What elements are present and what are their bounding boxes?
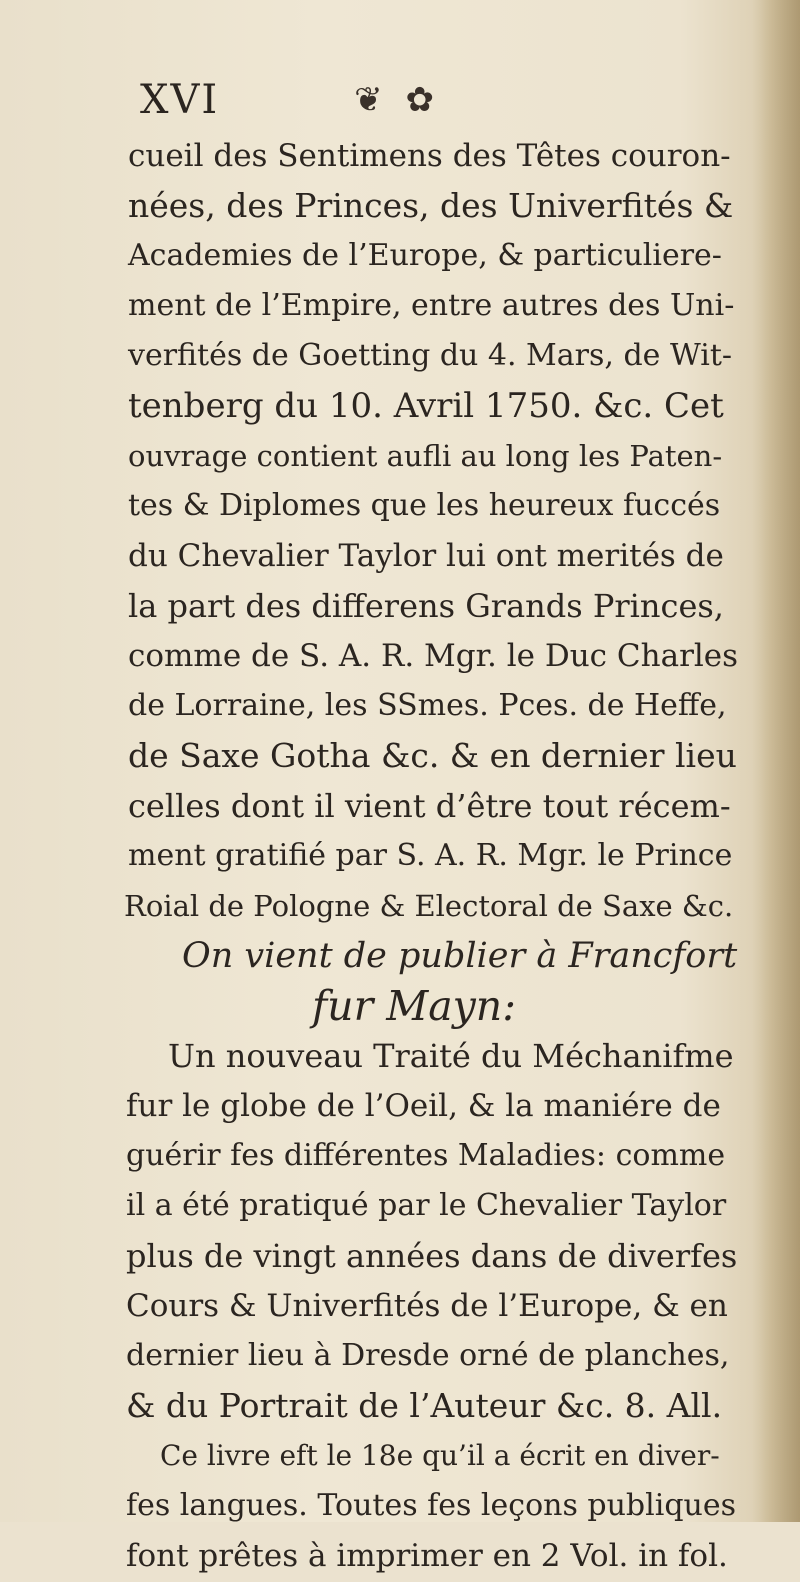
text-line: il a été pratiqué par le Chevalier Taylor: [126, 1188, 727, 1223]
text-line: Cours & Univerfités de l’Europe, & en: [126, 1288, 728, 1324]
text-line: de Lorraine, les SSmes. Pces. de Heffe,: [128, 688, 727, 723]
text-line: fur le globe de l’Oeil, & la maniére de: [126, 1088, 721, 1124]
text-line: tenberg du 10. Avril 1750. &c. Cet: [128, 386, 724, 426]
text-line: comme de S. A. R. Mgr. le Duc Charles: [128, 638, 739, 674]
text-line: verfités de Goetting du 4. Mars, de Wit-: [128, 338, 733, 373]
text-line: ouvrage contient aufli au long les Paten-: [128, 439, 723, 473]
section-heading: fur Mayn:: [312, 982, 517, 1030]
text-line: guérir fes différentes Maladies: comme: [126, 1138, 726, 1173]
text-line: fes langues. Toutes fes leçons publiques: [126, 1488, 736, 1523]
text-line: ment de l’Empire, entre autres des Uni-: [128, 288, 735, 323]
printer-ornament: ❦ ✿: [354, 80, 440, 120]
text-line: plus de vingt années dans de diverfes: [126, 1237, 738, 1275]
text-line: ment gratifié par S. A. R. Mgr. le Prince: [128, 838, 733, 873]
text-line: Academies de l’Europe, & particuliere-: [128, 238, 722, 273]
text-line: la part des differens Grands Princes,: [128, 587, 724, 625]
text-line: & du Portrait de l’Auteur &c. 8. All.: [126, 1386, 723, 1425]
text-line: Un nouveau Traité du Méchanifme: [168, 1037, 734, 1075]
text-line: nées, des Princes, des Univerfités &: [128, 186, 734, 225]
text-line: Roial de Pologne & Electoral de Saxe &c.: [124, 889, 734, 923]
section-heading: On vient de publier à Francfort: [182, 936, 738, 976]
text-line: celles dont il vient d’être tout récem-: [128, 787, 731, 825]
text-line: Ce livre eft le 18e qu’il a écrit en diver-: [160, 1439, 720, 1472]
text-line: font prêtes à imprimer en 2 Vol. in fol.: [126, 1538, 728, 1574]
text-line: cueil des Sentimens des Têtes couron-: [128, 138, 731, 174]
text-line: dernier lieu à Dresde orné de planches,: [126, 1338, 730, 1373]
page-edge-shadow: [752, 0, 800, 1522]
page-number: XVI: [140, 77, 220, 123]
text-line: du Chevalier Taylor lui ont merités de: [128, 538, 724, 574]
text-line: de Saxe Gotha &c. & en dernier lieu: [128, 736, 737, 775]
text-line: tes & Diplomes que les heureux fuccés: [128, 488, 721, 523]
page-header: [140, 78, 440, 122]
